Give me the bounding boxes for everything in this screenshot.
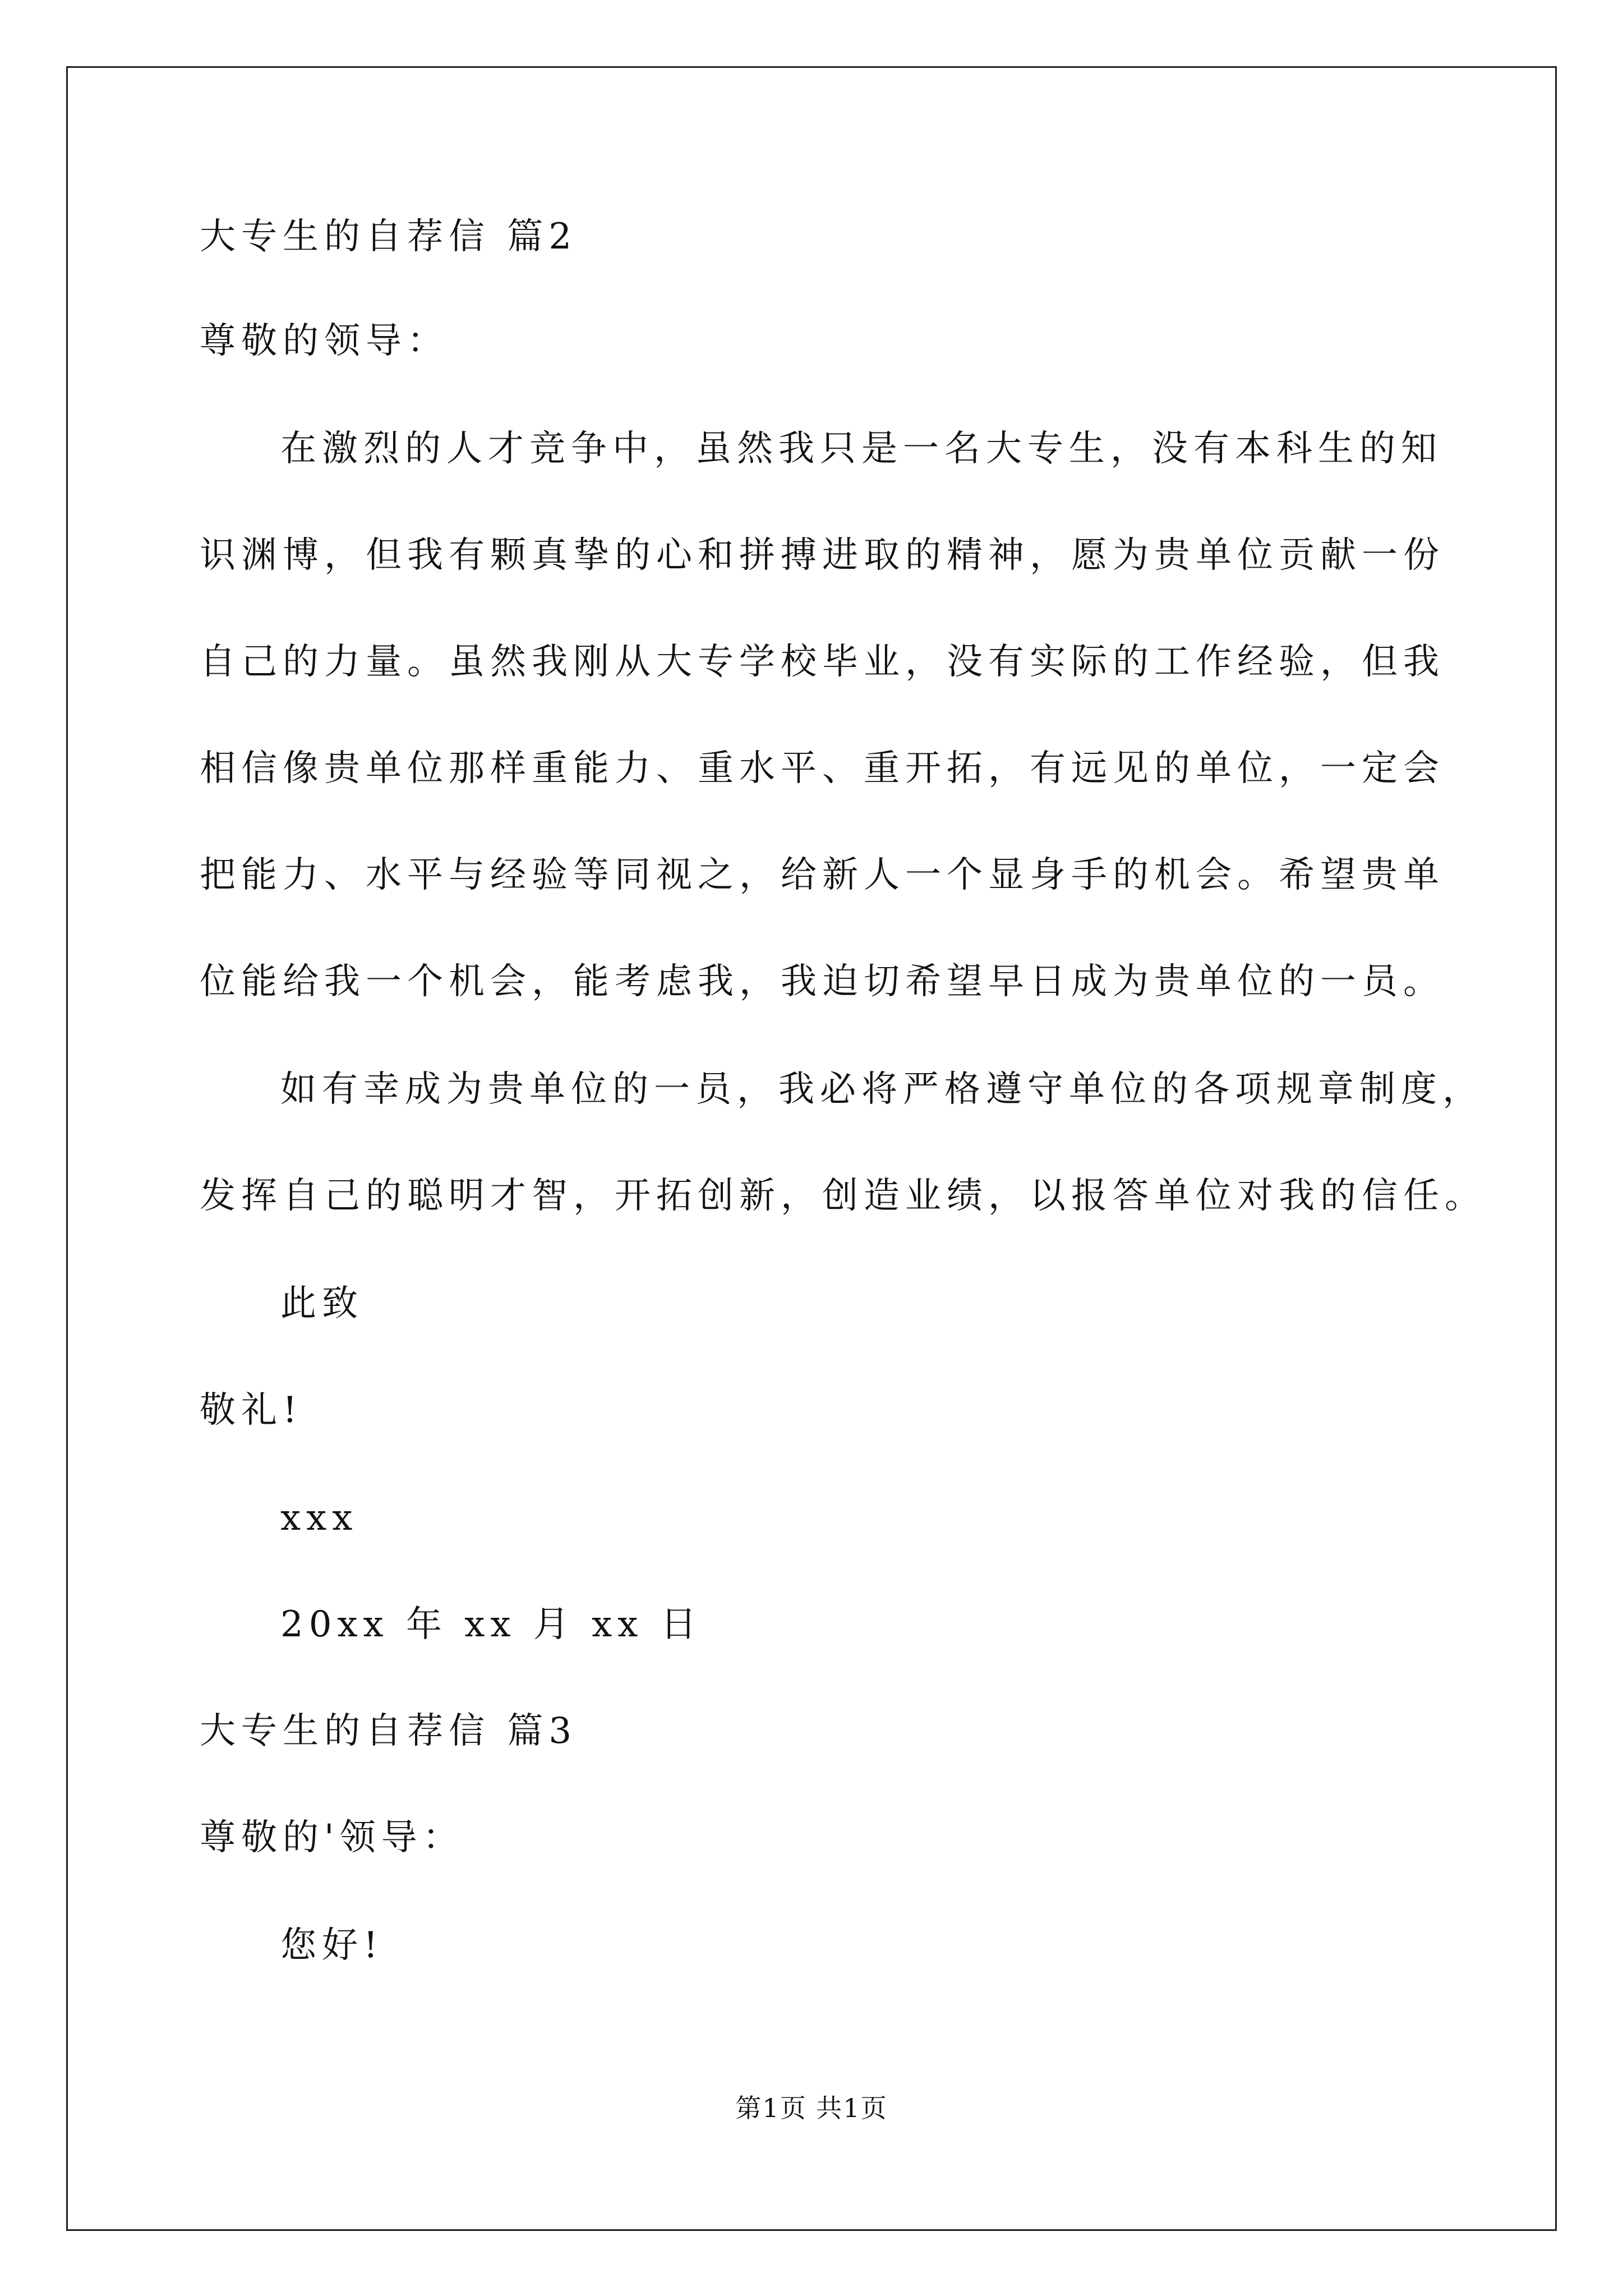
salutation-line-2: 尊敬的'领导： xyxy=(200,1817,464,1858)
page-footer: 第1页 共1页 xyxy=(735,2093,888,2123)
regards-line: 敬礼! xyxy=(200,1389,303,1431)
signature-name: xxx xyxy=(280,1497,358,1539)
salutation-line: 尊敬的领导： xyxy=(200,320,449,362)
greeting-line: 您好! xyxy=(280,1925,384,1966)
body-line-5: 把能力、水平与经验等同视之，给新人一个显身手的机会。希望贵单 xyxy=(200,854,1445,896)
body-line-8: 发挥自己的聪明才智，开拓创新，创造业绩，以报答单位对我的信任。 xyxy=(200,1175,1486,1217)
signature-date: 20xx 年 xx 月 xx 日 xyxy=(280,1604,702,1645)
body-line-2: 识渊博，但我有颗真挚的心和拼搏进取的精神，愿为贵单位贡献一份 xyxy=(200,535,1445,576)
section-title-2: 大专生的自荐信 篇2 xyxy=(200,216,578,257)
closing-line: 此致 xyxy=(280,1283,363,1324)
page-border xyxy=(66,66,1557,2231)
body-line-7: 如有幸成为贵单位的一员，我必将严格遵守单位的各项规章制度， xyxy=(280,1069,1484,1110)
body-line-3: 自己的力量。虽然我刚从大专学校毕业，没有实际的工作经验，但我 xyxy=(200,641,1445,683)
body-line-6: 位能给我一个机会，能考虑我，我迫切希望早日成为贵单位的一员。 xyxy=(200,961,1445,1002)
section-title-3: 大专生的自荐信 篇3 xyxy=(200,1710,578,1752)
body-line-4: 相信像贵单位那样重能力、重水平、重开拓，有远见的单位，一定会 xyxy=(200,748,1445,789)
body-line-1: 在激烈的人才竞争中，虽然我只是一名大专生，没有本科生的知 xyxy=(280,428,1442,470)
